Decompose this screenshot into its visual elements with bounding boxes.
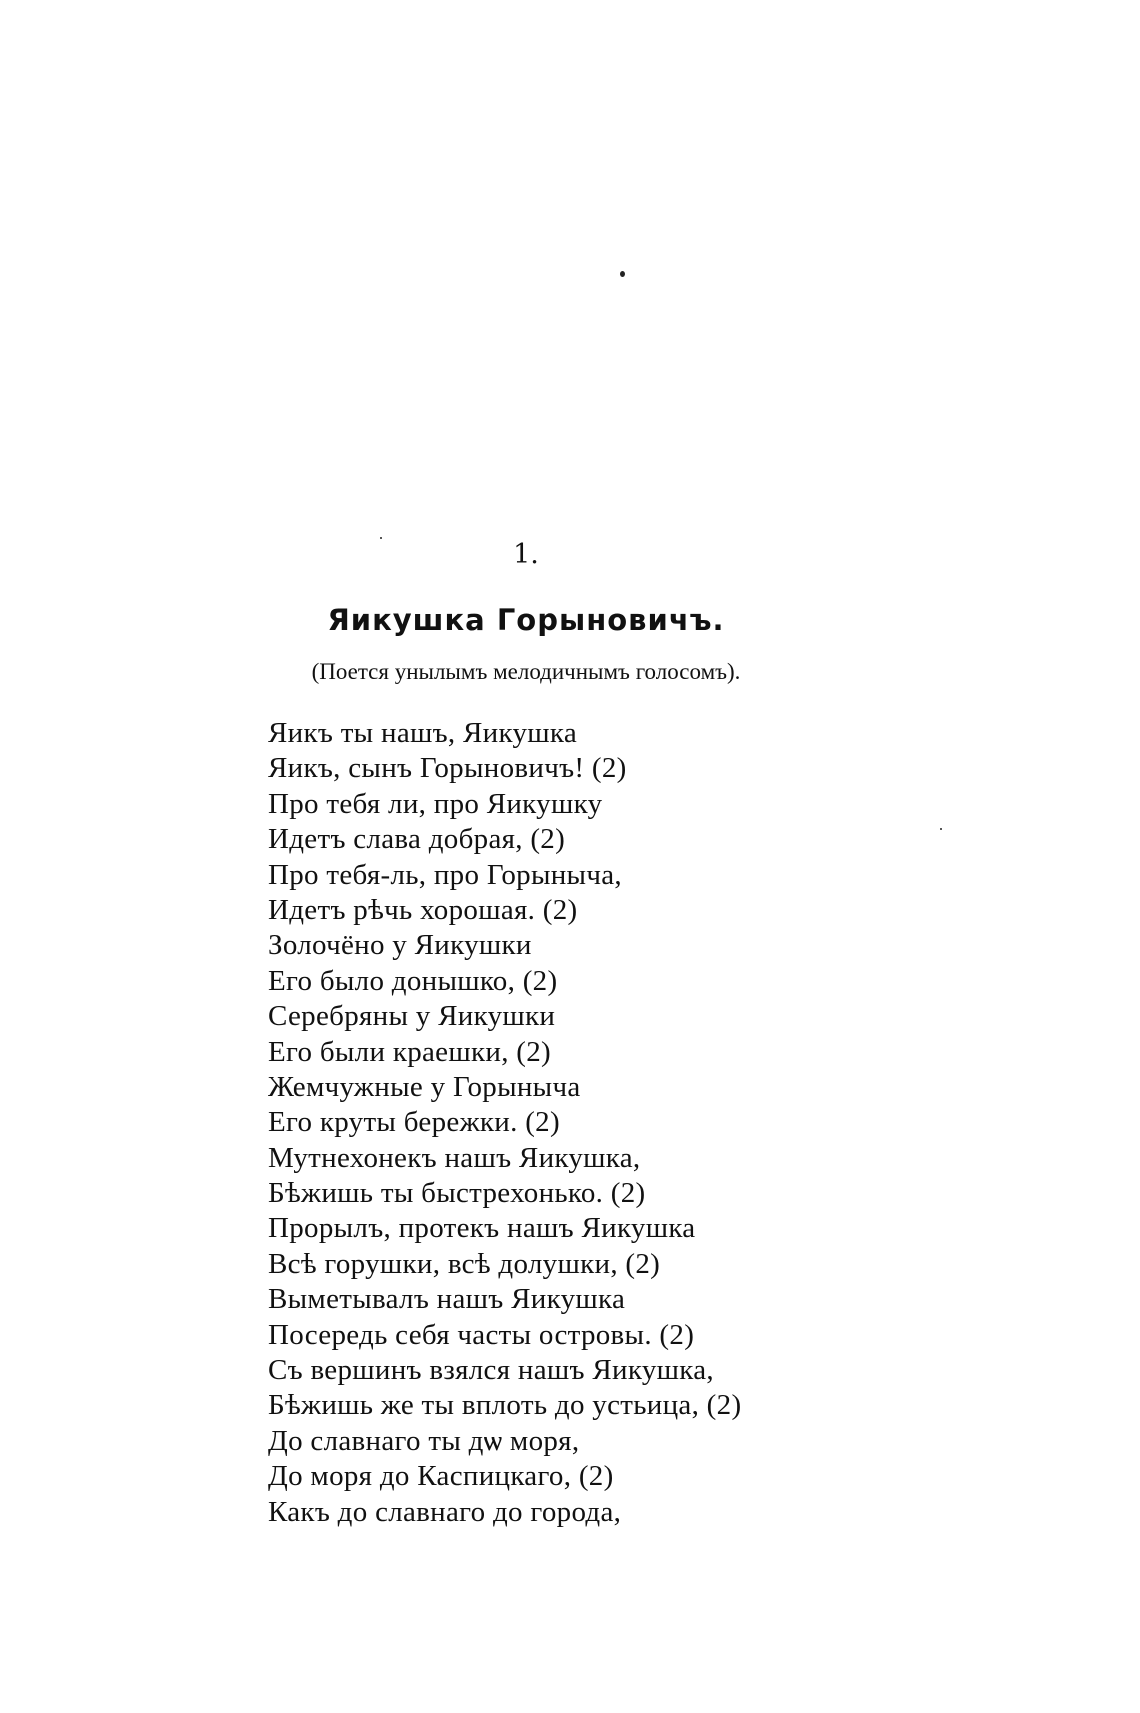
song-verses <box>268 716 1068 1530</box>
verse-line: Его были краешки, (2) <box>268 1035 552 1068</box>
verse-line: Золочёно у Яикушки <box>268 929 532 962</box>
verse-line: Его было донышко, (2) <box>268 964 558 997</box>
verse-line: Бѣжишь же ты вплоть до устьица, (2) <box>268 1389 742 1422</box>
verse-line: Всѣ горушки, всѣ долушки, (2) <box>268 1247 661 1280</box>
verse-line: Про тебя-ль, про Горыныча, <box>268 858 622 891</box>
verse-line: Бѣжишь ты быстрехонько. (2) <box>268 1177 646 1210</box>
verse-line: Выметывалъ нашъ Яикушка <box>268 1283 626 1316</box>
ink-speck <box>620 271 625 277</box>
song-number: 1. <box>513 539 539 570</box>
verse-line: Его круты бережки. (2) <box>268 1106 560 1139</box>
verse-line: Съ вершинъ взялся нашъ Яикушка, <box>268 1354 714 1387</box>
verse-line: Мутнехонекъ нашъ Яикушка, <box>268 1141 641 1174</box>
verse-line: Посередь себя часты островы. (2) <box>268 1318 695 1351</box>
verse-line: Серебряны у Яикушки <box>268 1000 556 1033</box>
verse-line: До моря до Каспицкаго, (2) <box>268 1460 614 1493</box>
verse-line: Жемчужные у Горыныча <box>268 1070 581 1103</box>
song-title: Яикушка Горыновичъ. <box>327 603 725 637</box>
verse-line: Идетъ слава добрая, (2) <box>268 823 566 856</box>
verse-line: До славнаго ты дѡ моря, <box>268 1424 580 1457</box>
verse-line: Какъ до славнаго до города, <box>268 1495 622 1528</box>
verse-line: Прорылъ, протекъ нашъ Яикушка <box>268 1212 696 1245</box>
verse-line: Яикъ, сынъ Горыновичъ! (2) <box>268 752 627 785</box>
verse-line: Идетъ рѣчь хорошая. (2) <box>268 893 578 926</box>
verse-line: Яикъ ты нашъ, Яикушка <box>268 717 578 749</box>
song-subtitle: (Поется унылымъ мелодичнымъ голосомъ). <box>311 659 741 684</box>
verse-line: Про тебя ли, про Яикушку <box>268 787 603 820</box>
